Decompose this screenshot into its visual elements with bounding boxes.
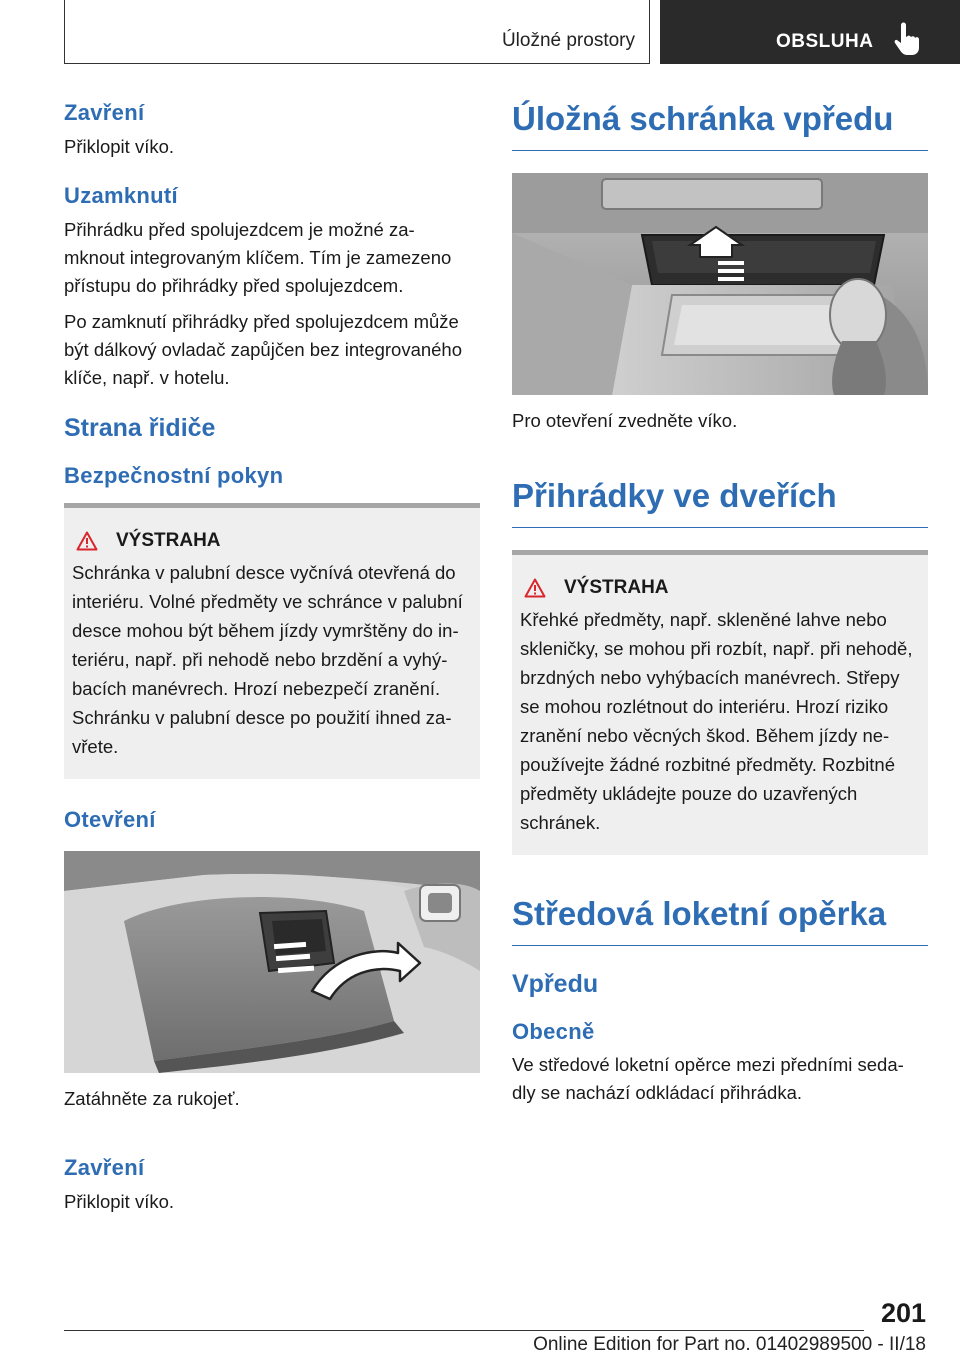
warning-text: [520, 605, 920, 837]
warning-title: VÝSTRAHA: [564, 577, 669, 598]
heading-door-compartments: Přihrádky ve dveřích: [512, 477, 928, 528]
heading-opening: Otevření: [64, 807, 156, 832]
text-line: dly se nachází odkládací přihrádka.: [512, 1082, 803, 1103]
heading-general: Obecně: [512, 1019, 595, 1044]
paragraph-lock-2: [64, 308, 480, 392]
footer-divider: [64, 1330, 864, 1331]
heading-front: Vpředu: [512, 970, 599, 998]
front-storage-illustration: [512, 173, 928, 395]
page-header: [0, 0, 960, 66]
text-line: teriéru, např. při nehodě nebo brzdění a vyhý‐: [72, 649, 448, 670]
heading-close-2: Zavření: [64, 1155, 145, 1180]
page-number: 201: [880, 1298, 926, 1328]
header-tab: [660, 0, 960, 64]
text-line: interiéru. Volné předměty ve schránce v palubní: [72, 591, 463, 612]
text-line: Ve středové loketní opěrce mezi předními seda‐: [512, 1054, 904, 1075]
text-line: desce mohou být během jízdy vymrštěny do in‐: [72, 620, 459, 641]
heading-lock: Uzamknutí: [64, 183, 178, 208]
warning-triangle-icon: [76, 531, 98, 551]
header-section-box: [64, 0, 650, 64]
heading-close-1: Zavření: [64, 100, 145, 125]
caption-opening: Zatáhněte za rukojeť.: [64, 1088, 240, 1109]
text-line: zranění nebo věcných škod. Během jízdy ne‐: [520, 725, 890, 746]
warning-text: [72, 558, 472, 761]
text-line: se mohou rozlétnout do interiéru. Hrozí riziko: [520, 696, 889, 717]
text-line: mknout integrovaným klíčem. Tím je zamezeno: [64, 247, 452, 268]
text-line: přístupu do přihrádky před spolujezdcem.: [64, 275, 404, 296]
right-column: [512, 100, 928, 1107]
paragraph-general: [512, 1051, 928, 1107]
left-column: [64, 100, 480, 1216]
header-tab-label: OBSLUHA: [776, 31, 874, 52]
pointing-hand-icon: [892, 22, 922, 56]
text-line: být dálkový ovladač zapůjčen bez integrovaného: [64, 339, 463, 360]
caption-front-storage: Pro otevření zvedněte víko.: [512, 410, 738, 431]
text-line: klíče, např. v hotelu.: [64, 367, 230, 388]
header-section-title: Úložné prostory: [501, 30, 635, 51]
warning-title-row: [520, 577, 920, 599]
text-close-1: Přiklopit víko.: [64, 136, 175, 157]
warning-box-glovebox: [64, 503, 480, 779]
text-line: Křehké předměty, např. skleněné lahve nebo: [520, 609, 887, 630]
glovebox-illustration: [64, 851, 480, 1073]
text-line: předměty ukládejte pouze do uzavřených: [520, 783, 858, 804]
paragraph-lock-1: [64, 216, 480, 300]
text-line: Po zamknutí přihrádky před spolujezdcem může: [64, 311, 459, 332]
heading-armrest: Středová loketní opěrka: [512, 895, 928, 946]
warning-title-row: [72, 530, 472, 552]
text-line: Přihrádku před spolujezdcem je možné za‐: [64, 219, 415, 240]
heading-front-storage: Úložná schránka vpředu: [512, 100, 928, 151]
warning-triangle-icon: [524, 578, 546, 598]
footer-edition: Online Edition for Part no. 01402989500 - II/18: [533, 1334, 926, 1355]
text-close-2: Přiklopit víko.: [64, 1191, 175, 1212]
text-line: Schránku v palubní desce po použití ihned za‐: [72, 707, 452, 728]
text-line: používejte žádné rozbitné předměty. Rozbitné: [520, 754, 896, 775]
heading-safety-note: Bezpečnostní pokyn: [64, 463, 284, 488]
text-line: brzdných nebo vyhýbacích manévrech. Střepy: [520, 667, 900, 688]
warning-box-door: [512, 550, 928, 855]
text-line: bacích manévrech. Hrozí nebezpečí zranění.: [72, 678, 441, 699]
text-line: Schránka v palubní desce vyčnívá otevřená do: [72, 562, 456, 583]
warning-title: VÝSTRAHA: [116, 530, 221, 551]
text-line: schránek.: [520, 812, 601, 833]
text-line: vřete.: [72, 736, 119, 757]
heading-driver-side: Strana řidiče: [64, 414, 216, 442]
text-line: skleničky, se mohou při rozbít, např. při nehodě,: [520, 638, 913, 659]
